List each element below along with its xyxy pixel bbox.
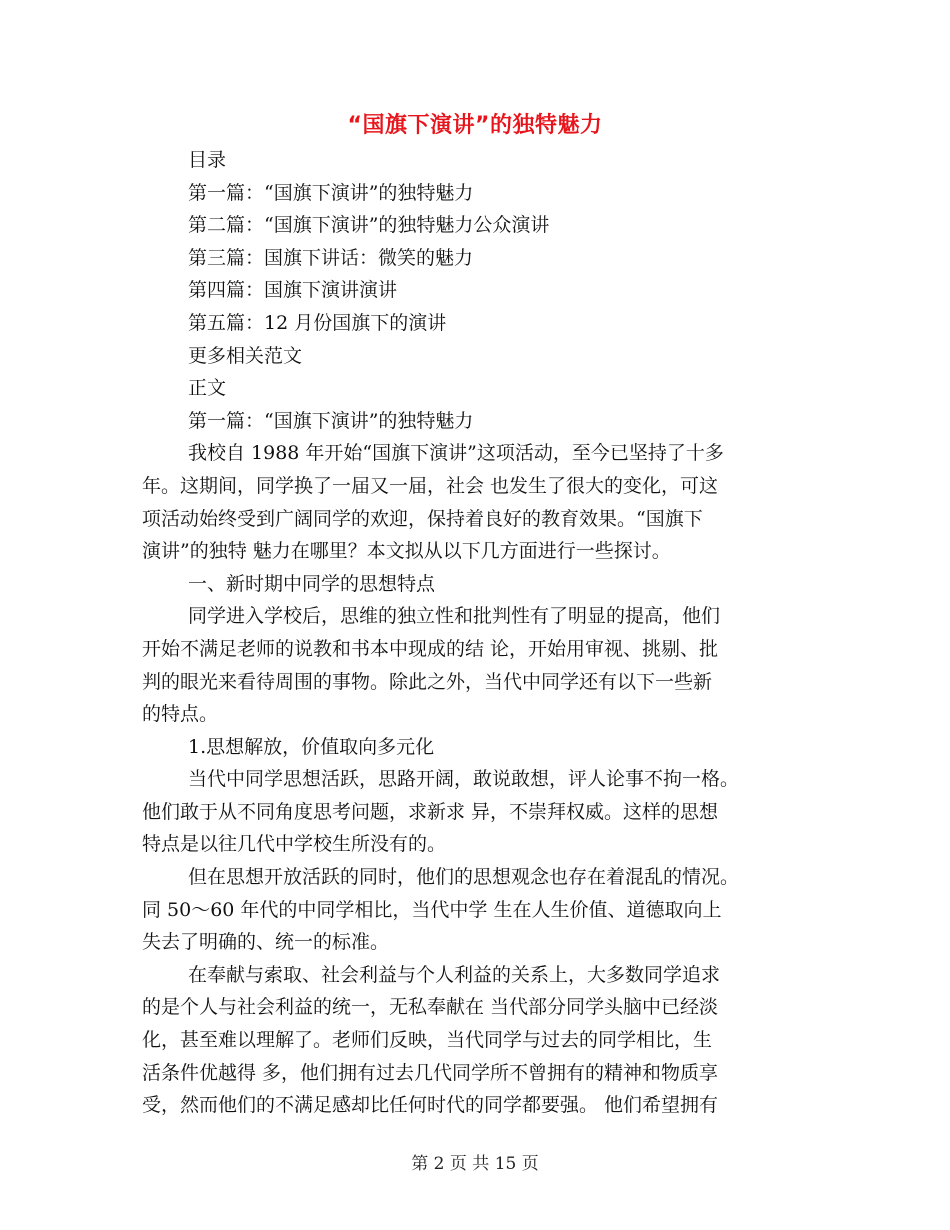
toc-item[interactable]: 第一篇：“国旗下演讲”的独特魅力 [188,181,474,204]
paragraph-line: 但在思想开放活跃的同时，他们的思想观念也存在着混乱的情况。 [188,866,740,889]
paragraph-line: 特点是以往几代中学校生所没有的。 [142,833,447,856]
body-heading: 正文 [188,377,227,400]
paragraph-line: 失去了明确的、统一的标准。 [142,931,390,954]
paragraph-line: 的是个人与社会利益的统一，无私奉献在 当代部分同学头脑中已经淡 [142,996,719,1019]
subsection-heading: 一、新时期中同学的思想特点 [188,572,436,595]
paragraph-line: 的特点。 [142,703,219,726]
toc-heading: 目录 [188,149,227,171]
document-title: “国旗下演讲”的独特魅力 [347,113,603,138]
toc-item[interactable]: 第三篇：国旗下讲话：微笑的魅力 [188,246,474,269]
toc-item[interactable]: 更多相关范文 [188,344,303,367]
paragraph-line: 开始不满足老师的说教和书本中现成的结 论，开始用审视、挑剔、批 [142,637,719,660]
toc-item[interactable]: 第四篇：国旗下演讲演讲 [188,279,398,302]
toc-item[interactable]: 第二篇：“国旗下演讲”的独特魅力公众演讲 [188,214,550,237]
paragraph-line: 同 50～60 年代的中同学相比，当代中学 生在人生价值、道德取向上 [142,898,722,921]
paragraph-line: 他们敢于从不同角度思考问题，求新求 异，不崇拜权威。这样的思想 [142,800,719,823]
paragraph-line: 判的眼光来看待周围的事物。除此之外，当代中同学还有以下一些新 [142,670,713,693]
paragraph-line: 在奉献与索取、社会利益与个人利益的关系上，大多数同学追求 [188,963,721,986]
paragraph-line: 我校自 1988 年开始“国旗下演讲”这项活动，至今已坚持了十多 [188,442,724,465]
paragraph-line: 年。这期间，同学换了一届又一届，社会 也发生了很大的变化，可这 [142,474,719,497]
toc-item[interactable]: 第五篇：12 月份国旗下的演讲 [188,311,447,334]
paragraph-line: 演讲”的独特 魅力在哪里？本文拟从以下几方面进行一些探讨。 [142,540,671,563]
paragraph-line: 受，然而他们的不满足感却比任何时代的同学都要强。 他们希望拥有 [142,1094,719,1117]
paragraph-line: 化，甚至难以理解了。老师们反映，当代同学与过去的同学相比，生 [142,1029,713,1052]
subsection-heading: 1.思想解放，价值取向多元化 [188,735,435,758]
page-number: 第 2 页 共 15 页 [411,1154,539,1174]
page-footer [0,1152,950,1176]
section-heading: 第一篇：“国旗下演讲”的独特魅力 [188,409,474,432]
paragraph-line: 同学进入学校后，思维的独立性和批判性有了明显的提高，他们 [188,605,721,628]
document-body [142,144,806,1122]
paragraph-line: 当代中同学思想活跃，思路开阔，敢说敢想，评人论事不拘一格。 [188,768,740,791]
paragraph-line: 活条件优越得 多，他们拥有过去几代同学所不曾拥有的精神和物质享 [142,1061,719,1084]
paragraph-line: 项活动始终受到广阔同学的欢迎，保持着良好的教育效果。“国旗下 [142,507,703,530]
